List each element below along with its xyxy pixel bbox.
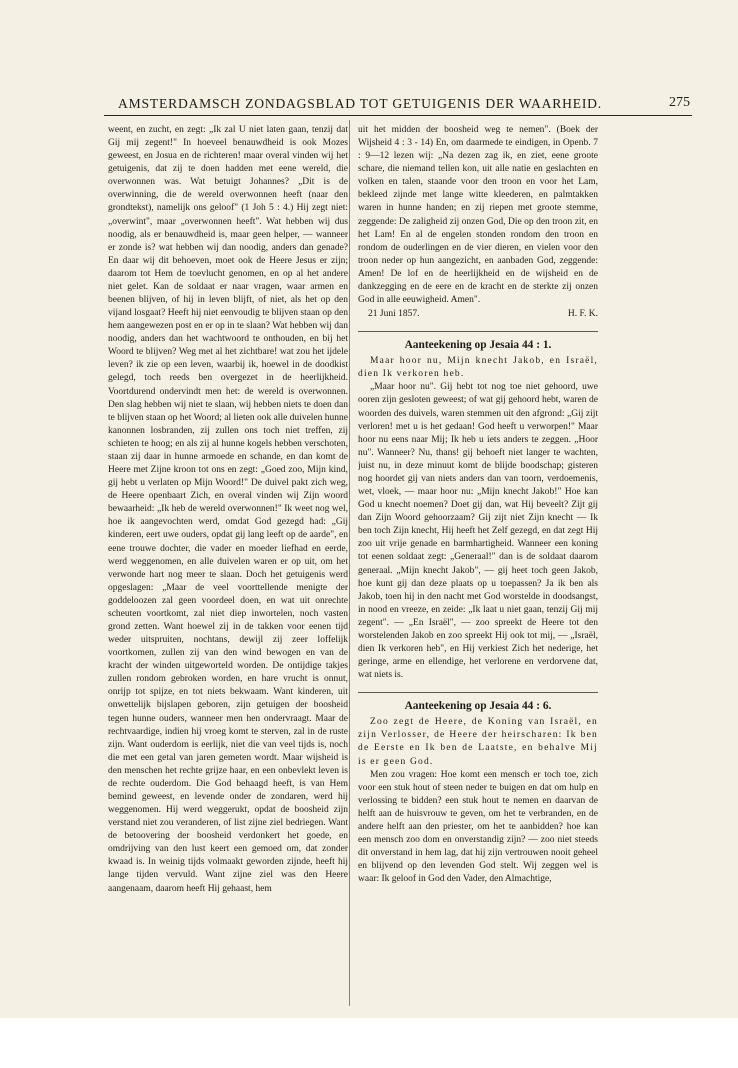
section-heading-jesaia-44-6: Aanteekening op Jesaia 44 : 6. (404, 700, 552, 713)
section-separator (358, 331, 598, 332)
section-separator-2 (358, 692, 598, 693)
running-title: AMSTERDAMSCH ZONDAGSBLAD TOT GETUIGENIS DER WAARHEID. (118, 96, 602, 111)
section-2-lead-verse: Zoo zegt de Heere, de Koning van Israël, en zijn Verlosser, de Heere der heirscharen: Ik ben de Eerste en Ik ben de Laatste, en behalve Mij is er geen God. (358, 717, 598, 767)
header-rule (104, 115, 692, 116)
page-header (104, 92, 692, 114)
section-heading-jesaia-44-1: Aanteekening op Jesaia 44 : 1. (404, 339, 552, 352)
signature-line (358, 308, 598, 321)
column-divider (349, 120, 350, 1006)
section-1-lead-verse: Maar hoor nu, Mijn knecht Jakob, en Israël, dien Ik verkoren heb. (358, 356, 598, 380)
section-1-body: „Maar hoor nu". Gij hebt tot nog toe niet gehoord, uwe ooren zijn gesloten geweest; of wat gij gehoord hebt, waren de woorden des duivels, waren stemmen uit den afgrond: „Gij zijt verloren! met u is het gedaan! God heeft u verworpen!" Maar hoor nu eens naar Mij; Ik heb u iets anders te zeggen. „Hoor nu". Wanneer? Nu, thans! gij behoeft niet langer te wachten, juist nu, in deze minuut komt de blijde boodschap; gisteren nog hoordet gij van niets anders dan van toorn, verdoemenis, wet, vloek, — maar hoor nu: „Mijn knecht Jakob!" Hoe kan God u knecht noemen? Doet gij dan, wat Hij beveelt? Zijt gij dan Zijn Woord gehoorzaam? Gij zijt niet Zijn knecht — Ik ben toch Zijn knecht, Hij heeft het Zelf gezegd, en dat zegt Hij zoo uit vrije genade en barmhartigheid. Wanneer een koning tot eenen soldaat zegt: „Generaal!" dan is de soldaat daarom generaal. „Mijn knecht Jakob", — gij heet toch geen Jakob, hoe kunt gij dan deze plaats op u toepassen? Ja ik ben als Jakob, toen hij in den nacht met God worstelde in doodsangst, in nood en vreeze, en zeide: „Ik laat u niet gaan, tenzij Gij mij zegent". — „En Israël", — zoo spreekt de Heere tot den worstelenden Jakob en zoo spreekt Hij ook tot mij, — „Israël, dien Ik verkoren heb", en Hij verkiest Zich het nederige, het geringe, arme en ellendige, het verlorene en verdorvene dat, wat niets is. (358, 382, 598, 681)
page-number: 275 (669, 95, 690, 110)
right-column (358, 124, 598, 1004)
section-2-body: Men zou vragen: Hoe komt een mensch er toch toe, zich voor een stuk hout of steen neder te buigen en dat om hulp en verlossing te bidden? een stuk hout te nemen en daarvan de helft aan de huisvrouw te geven, om het te verbranden, en de andere helft aan den priester, om het te aanbidden? hoe kan een mensch zoo dom en onverstandig zijn? — zoo niet steeds dit onverstand in hem lag, dat hij zijn vertrouwen nooit geheel en blijvend op den levenden God stelt. Wij zeggen wel is waar: Ik geloof in God den Vader, den Almachtige, (358, 769, 598, 885)
article-date: 21 Juni 1857. (368, 309, 420, 320)
closing-paragraph: uit het midden der boosheid weg te nemen". (Boek der Wijsheid 4 : 3 - 14) En, om daarmede te eindigen, in Openb. 7 : 9—12 lezen wij: „Na dezen zag ik, en ziet, eene groote schare, die niemand tellen kon, uit alle natie en geslachten en volken en talen, staande voor den troon en voor het Lam, bekleed zijnde met lange witte kleederen, en palmtakken waren in hunne handen; en zij riepen met groote stemme, zeggende: De zaligheid zij onzen God, Die op den troon zit, en het Lam! En al de engelen stonden rondom den troon en rondom de ouderlingen en de vier dieren, en vielen voor den troon neder op hun aangezicht, en aanbaden God, zeggende: Amen! De lof en de heerlijkheid en de wijsheid en de dankzegging en de eere en de kracht en de sterkte zij onzen God in alle eeuwigheid. Amen". (358, 125, 598, 306)
author-initials: H. F. K. (567, 309, 598, 320)
left-column (108, 124, 348, 1004)
left-column-text: weent, en zucht, en zegt: „Ik zal U niet laten gaan, tenzij dat Gij mij zegent!" In hoeveel benauwdheid is ook Mozes geweest, en Josua en de richteren! maar overal vinden wij het getuigenis, dat zij te doen hadden met eene wereld, die overwonnen was. Wat betuigt Johannes? „Dit is de overwinning, die de wereld overwonnen heeft (naar den grondtekst), namelijk ons geloof" (1 Joh 5 : 4.) Hij zegt niet: „overwint", maar „overwonnen heeft". Wat hebben wij dus noodig, als er benauwdheid is, maar geen helper, — wanneer er zonde is? wat hebben wij dan noodig, anders dan genade? En daar wij dit behoeven, moet ook de Heere Jesus er zijn; daarom tot Hem de toevlucht genomen, en op al het andere niet gelet. Kan de soldaat er naar vragen, waar armen en beenen blijven, of hij in leven blijft, of niet, als het op den vijand losgaat? Heeft hij niet eenvoudig te blijven staan op den hem aangewezen post en er op in te slaan? Wat hebben wij dan noodig, anders dan het wachtwoord te onthouden, en bij het Woord te blijven? Weg met al het zichtbare! wat zou het ijdele leven? ik zie op een leven, waarbij ik, hoewel in de doodkist gelegd, toch reeds ben overgezet in de heerlijkheid. Voortdurend ondervindt men het: de wereld is overwonnen. Den slag hebben wij niet te slaan, wij hebben niets te doen dan te blijven staan op het Woord; al lieten ook alle duivelen hunne kanonnen losbranden, zij zullen ons toch niet treffen, zij schieten te hoog; en als zij al hunne kogels hebben verschoten, staan zij daar in hunne armoede en schande, en dan komt de Heere met Zijne kroon tot ons en zegt: „Goed zoo, Mijn kind, gij hebt u verlaten op Mijn Woord!" De duivel pakt zich weg, de Heere openbaart Zich, en overal vinden wij Zijn woord bewaarheid: „Ik heb de wereld overwonnen!" Ik weet nog wel, hoe ik aangevochten werd, omdat God gezegd had: „Gij kinderen, eert uwe ouders, opdat gij lang leeft op de aarde", en eene trouwe dochter, die vader en moeder liefhad en eerde, werd weggenomen, en alle duivelen waren er op uit, om het verwonde hart nog meer te slaan. Doch het getuigenis werd opgeslagen: „Maar de veel voorttellende menigte der goddeloozen zal geen voordeel doen, en wat uit onrechte scheuten voortkomt, zal niet diep inwortelen, noch vasten grond zetten. Want hoewel zij in de takken voor eenen tijd weder uitspruiten, nochtans, dewijl zij zeer loffelijk voortkomen, zullen zij van den wind bewogen en van de kracht der winden uitgeworteld worden. De ontijdige takjes zullen rondom gebroken worden, en hare vrucht is onnut, onrijp tot spijze, en tot niets bekwaam. Want kinderen, uit onwettelijk bijslapen geboren, zijn getuigen der boosheid tegen hunne ouders, wanneer men hen ondervraagt. Maar de rechtvaardige, indien hij vroeg komt te sterven, zal in de ruste zijn. Want ouderdom is eerlijk, niet die van veel tijds is, noch die met een getal van jaren gemeten wordt. Maar wijsheid is den menschen het rechte grijze haar, en een onbevlekt leven is de rechte ouderdom. Die God behaagd heeft, is van Hem bemind geweest, en levende onder de zondaren, werd hij weggenomen. Hij werd weggerukt, opdat de boosheid zijn verstand niet zou veranderen, of list zijne ziel bedriegen. Want de betoovering der boosheid verdonkert het goede, en omdrijving van den lust keert een gemoed om, dat zonder kwaad is. In weinig tijds volmaakt geworden zijnde, heeft hij lange tijden vervuld. Want zijne ziel was den Heere aangenaam, daarom heeft Hij gehaast, hem (108, 125, 348, 894)
